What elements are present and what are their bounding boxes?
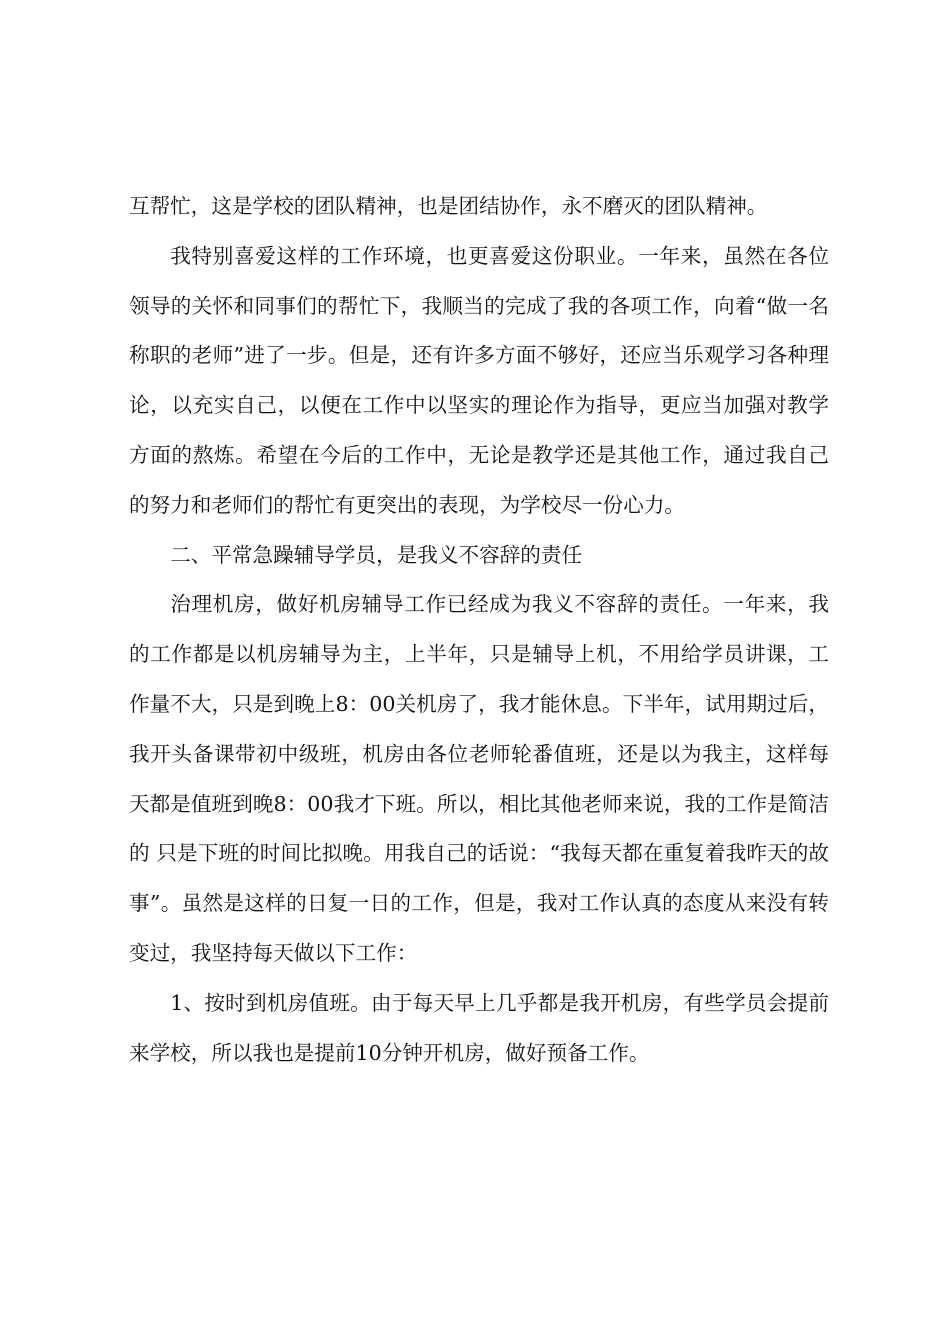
paragraph-3: 治理机房，做好机房辅导工作已经成为我义不容辞的责任。一年来，我的工作都是以机房辅导为主，上半年，只是辅导上机，不用给学员讲课，工作量不大，只是到晚上8：00关机房了，我才能休息。下半年，试用期过后，我开头备课带初中级班，机房由各位老师轮番值班，还是以为我主，这样每天都是值班到晚8：00我才下班。所以，相比其他老师来说，我的工作是简洁的 只是下班的时间比拟晚。用我自己的话说：“我每天都在重复着我昨天的故事”。虽然是这样的日复一日的工作，但是，我对工作认真的态度从来没有转变过，我坚持每天做以下工作： <box>129 592 829 965</box>
section-heading: 二、平常急躁辅导学员，是我义不容辞的责任 <box>170 542 583 567</box>
paragraph-4: 1、按时到机房值班。由于每天早上几乎都是我开机房，有些学员会提前来学校，所以我也是提前10分钟开机房，做好预备工作。 <box>129 990 829 1065</box>
document-body <box>129 182 829 1078</box>
paragraph-2: 我特别喜爱这样的工作环境，也更喜爱这份职业。一年来，虽然在各位领导的关怀和同事们的帮忙下，我顺当的完成了我的各项工作，向着“做一名称职的老师”进了一步。但是，还有许多方面不够好，还应当乐观学习各种理论，以充实自己，以便在工作中以坚实的理论作为指导，更应当加强对教学方面的熬炼。希望在今后的工作中，无论是教学还是其他工作，通过我自己的努力和老师们的帮忙有更突出的表现，为学校尽一份心力。 <box>129 243 829 517</box>
paragraph-1: 互帮忙，这是学校的团队精神，也是团结协作，永不磨灭的团队精神。 <box>129 194 768 218</box>
